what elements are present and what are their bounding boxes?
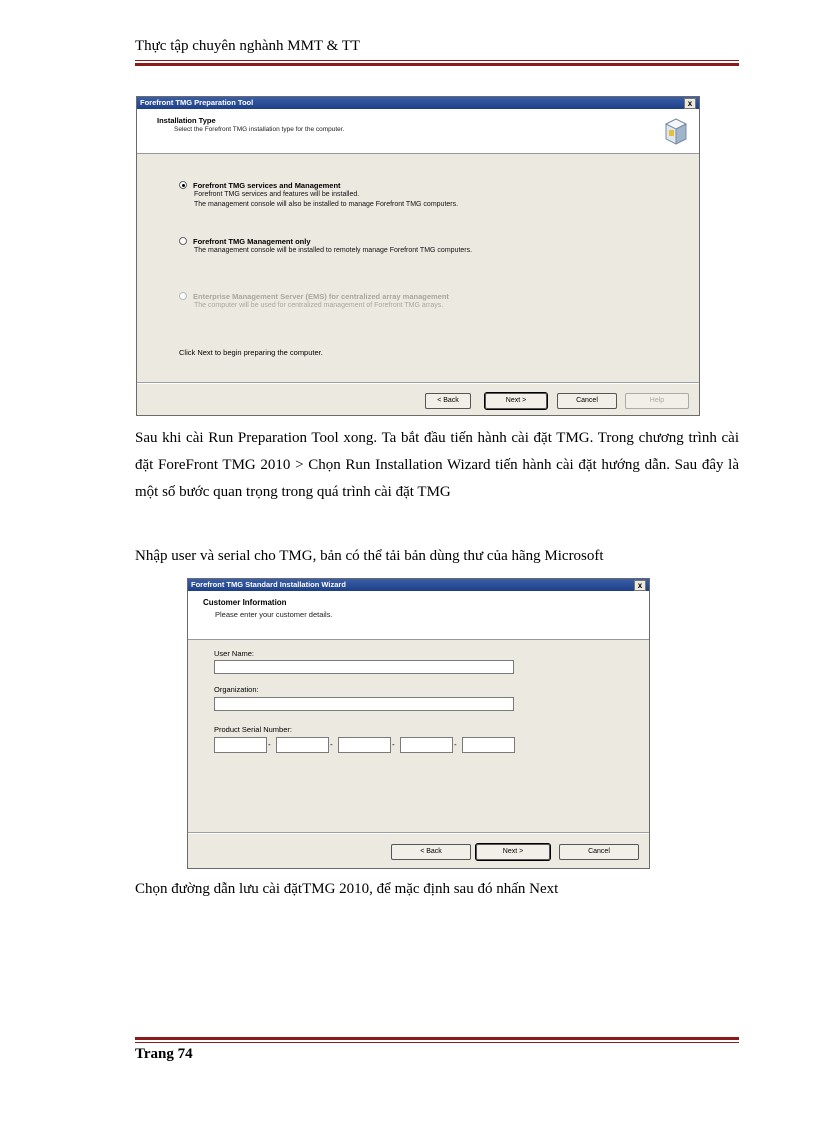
radio-selected-icon[interactable] [179, 181, 187, 189]
radio-icon[interactable] [179, 237, 187, 245]
footer-separator [137, 382, 699, 384]
help-button: Help [625, 393, 689, 409]
dialog-titlebar [188, 579, 649, 591]
back-button[interactable]: < Back [391, 844, 471, 860]
close-icon[interactable]: x [634, 580, 646, 591]
serial-segment-3[interactable] [338, 737, 391, 753]
serial-number-label: Product Serial Number: [214, 725, 292, 734]
footer-rule-thick [135, 1037, 739, 1040]
paragraph-serial: Nhập user và serial cho TMG, bản có thể tải bản dùng thư của hãng Microsoft [135, 548, 604, 564]
page-header-title: Thực tập chuyên nghành MMT & TT [135, 38, 361, 54]
organization-label: Organization: [214, 685, 259, 694]
next-button[interactable]: Next > [476, 844, 550, 860]
option-ems-disabled: Enterprise Management Server (EMS) for centralized array management The computer will be used for centralized management of Forefront TMG arrays. [179, 292, 449, 311]
serial-separator: - [268, 740, 271, 749]
serial-segment-2[interactable] [276, 737, 329, 753]
user-name-label: User Name: [214, 649, 255, 658]
footer-rule-thin [135, 1042, 739, 1043]
option-services-and-management[interactable]: Forefront TMG services and Management Forefront TMG services and features will be installed. The management console will also be installed to manage Forefront TMG computers. [179, 181, 458, 210]
back-button[interactable]: < Back [425, 393, 471, 409]
radio-disabled-icon [179, 292, 187, 300]
organization-input[interactable] [214, 697, 514, 711]
dialog-heading: Customer Information [203, 598, 287, 607]
user-name-input[interactable] [214, 660, 514, 674]
cancel-button[interactable]: Cancel [557, 393, 617, 409]
serial-segment-4[interactable] [400, 737, 453, 753]
dialog-header [188, 591, 649, 640]
option-management-only[interactable]: Forefront TMG Management only The management console will be installed to remotely manage Forefront TMG computers. [179, 237, 472, 256]
serial-separator: - [454, 740, 457, 749]
header-rule-thin [135, 60, 739, 61]
preparation-tool-dialog [136, 96, 700, 416]
close-icon[interactable]: x [684, 98, 696, 109]
dialog-subheading: Please enter your customer details. [215, 610, 333, 619]
header-rule-thick [135, 63, 739, 66]
serial-separator: - [330, 740, 333, 749]
paragraph-intro: Sau khi cài Run Preparation Tool xong. Ta bắt đầu tiến hành cài đặt TMG. Trong chương trình cài đặt ForeFront TMG 2010 > Chọn Run Installation Wizard tiến hành cài đặt hướng dẫn. Sau đây là một số bước quan trọng trong quá trình cài đặt TMG [135, 430, 739, 500]
next-button[interactable]: Next > [485, 393, 547, 409]
cancel-button[interactable]: Cancel [559, 844, 639, 860]
serial-segment-5[interactable] [462, 737, 515, 753]
setup-box-icon [663, 115, 689, 145]
paragraph-path: Chọn đường dẫn lưu cài đặtTMG 2010, để mặc định sau đó nhấn Next [135, 881, 559, 897]
footer-separator [188, 832, 649, 834]
serial-separator: - [392, 740, 395, 749]
page-number: Trang 74 [135, 1046, 193, 1062]
dialog-title: Forefront TMG Preparation Tool [140, 98, 254, 107]
dialog-heading: Installation Type [157, 116, 216, 125]
installation-wizard-dialog [187, 578, 650, 869]
serial-segment-1[interactable] [214, 737, 267, 753]
dialog-header [137, 109, 699, 154]
dialog-title: Forefront TMG Standard Installation Wizard [191, 580, 346, 589]
dialog-subheading: Select the Forefront TMG installation type for the computer. [174, 126, 345, 133]
dialog-titlebar [137, 97, 699, 109]
instruction-note: Click Next to begin preparing the computer. [179, 348, 323, 357]
